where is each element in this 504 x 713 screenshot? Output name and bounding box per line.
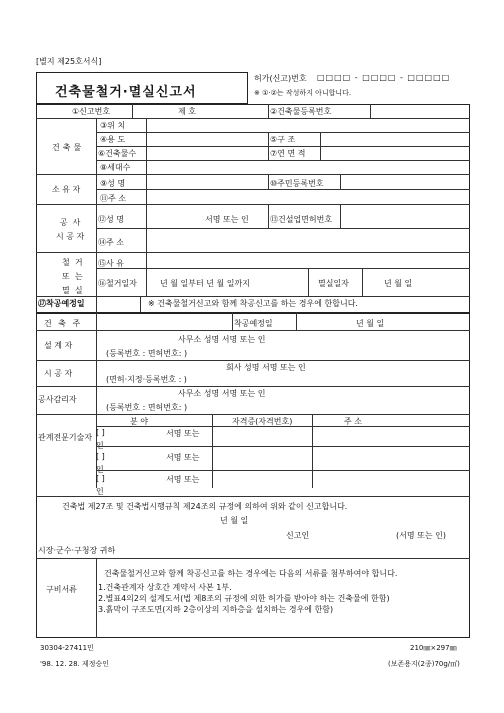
- report-number-label: ①신고번호: [72, 107, 111, 116]
- docs-item-2: 2.별표4의2의 설계도서(법 제8조의 규정에 의한 허가를 받아야 하는 건축물에 한함): [98, 594, 390, 603]
- loss-date-label: 멸실일자: [318, 279, 349, 288]
- footer-paper: (보존용지(2종)70g/㎡): [388, 660, 460, 668]
- permit-number-boxes: □□□□ - □□□□ - □□□□□: [317, 73, 451, 82]
- tech-row-1-bracket: [ ]: [96, 428, 105, 437]
- form-title: 건축물철거·멸실신고서: [55, 85, 197, 100]
- permit-number-label: 허가(신고)번호: [254, 74, 307, 83]
- supervisor-line2: (등록번호 : 면허번호: ): [106, 403, 188, 412]
- tech-row-1-sign: 서명 또는: [166, 429, 200, 438]
- docs-item-3: 3.흙막이 구조도면(지하 2층이상의 지하층을 설치하는 경우에 한함): [98, 605, 334, 614]
- docs-label: 구비서류: [46, 585, 77, 594]
- structure-label: ⑤구 조: [270, 135, 296, 144]
- title-box: [36, 72, 248, 104]
- building-section-label: 건축물: [52, 143, 85, 152]
- footer-approval: '98. 12. 28. 제정승인: [40, 660, 110, 668]
- demolition-reason-label: ⑮사 유: [98, 259, 124, 268]
- declaration-text: 건축법 제27조 및 건축법시행규칙 제24조의 규정에 의하여 위와 같이 신고합니다.: [62, 502, 348, 511]
- footer-size: 210㎜×297㎜: [410, 644, 457, 652]
- builder-label: 건 축 주: [44, 319, 83, 328]
- building-count-label: ⑥건축물수: [98, 149, 137, 158]
- supervisor-line1: 사무소 성명 서명 또는 인: [178, 389, 266, 398]
- tech-header-address: 주 소: [344, 417, 362, 426]
- demolition-date-range: 년 월 일부터 년 월 일까지: [160, 279, 250, 288]
- demolition-date-label: ⑯철거일자: [98, 279, 137, 288]
- contractor-address-label: ⑭주 소: [98, 238, 124, 247]
- tech-row-3-in: 인: [96, 487, 104, 496]
- form-number-label: [별지 제25호서식]: [36, 57, 102, 66]
- constructor-line2: (면허·지정·등록번호 : ): [106, 375, 187, 384]
- constructor-label: 시 공 자: [44, 369, 73, 378]
- demolition-section-label: 철 거 또 는 멸 실: [62, 258, 83, 295]
- households-label: ⑧세대수: [100, 163, 131, 172]
- tech-row-2-bracket: [ ]: [96, 452, 105, 461]
- location-label: ③위 치: [100, 121, 126, 130]
- tech-header-cert: 자격증(자격번호): [232, 417, 293, 426]
- constructor-line1: 회사 성명 서명 또는 인: [226, 363, 306, 372]
- declaration-date: 년 월 일: [220, 516, 249, 525]
- tech-header-field: 분 야: [130, 417, 148, 426]
- report-number-ho: 제 호: [178, 107, 196, 116]
- footer-code: 30304-27411민: [40, 644, 94, 652]
- start-date-label: 착공예정일: [234, 319, 273, 328]
- tech-row-1-in: 인: [96, 441, 104, 450]
- reporter-label: 신고인: [286, 531, 310, 540]
- permit-note: ※ ①·②는 작성하지 아니합니다.: [254, 89, 352, 97]
- reporter-sign: (서명 또는 인): [396, 531, 446, 540]
- start-date-ymd: 년 월 일: [356, 319, 385, 328]
- designer-line2: (등록번호 : 면허번호: ): [106, 349, 188, 358]
- contractor-section-label: 공 사 시 공 자: [56, 218, 85, 241]
- contractor-license-label: ⑬건설업면허번호: [270, 215, 333, 224]
- docs-item-1: 1.건축관계자 상호간 계약서 사본 1부.: [98, 583, 232, 592]
- start-plan-label: ⑰착공예정일: [38, 299, 85, 308]
- owner-section-label: 소 유 자: [52, 185, 81, 194]
- tech-row-2-in: 인: [96, 465, 104, 474]
- designer-label: 설 계 자: [44, 341, 73, 350]
- tech-label: 관계전문기술자: [38, 433, 93, 442]
- owner-id-label: ⑩주민등록번호: [270, 179, 324, 188]
- tech-row-2-sign: 서명 또는: [166, 453, 200, 462]
- use-label: ④용 도: [100, 135, 126, 144]
- loss-date-ymd: 년 월 일: [384, 279, 413, 288]
- tech-row-3-sign: 서명 또는: [166, 475, 200, 484]
- addressee: 시장·군수·구청장 귀하: [38, 546, 116, 555]
- designer-line1: 사무소 성명 서명 또는 인: [178, 335, 266, 344]
- docs-intro: 건축물철거신고와 함께 착공신고를 하는 경우에는 다음의 서류를 첨부하여야 합니다.: [104, 569, 398, 578]
- owner-name-label: ⑨성 명: [100, 179, 126, 188]
- contractor-name-label: ⑫성 명: [98, 215, 124, 224]
- registration-number-label: ②건축물등록번호: [270, 107, 332, 116]
- contractor-sign: 서명 또는 인: [205, 215, 249, 224]
- owner-address-label: ⑪주 소: [100, 194, 126, 203]
- supervisor-label: 공사감리자: [38, 395, 77, 404]
- floor-area-label: ⑦연 면 적: [270, 149, 306, 158]
- tech-row-3-bracket: [ ]: [96, 474, 105, 483]
- start-plan-note: ※ 건축물철거신고와 함께 착공신고를 하는 경우에 한합니다.: [148, 299, 358, 308]
